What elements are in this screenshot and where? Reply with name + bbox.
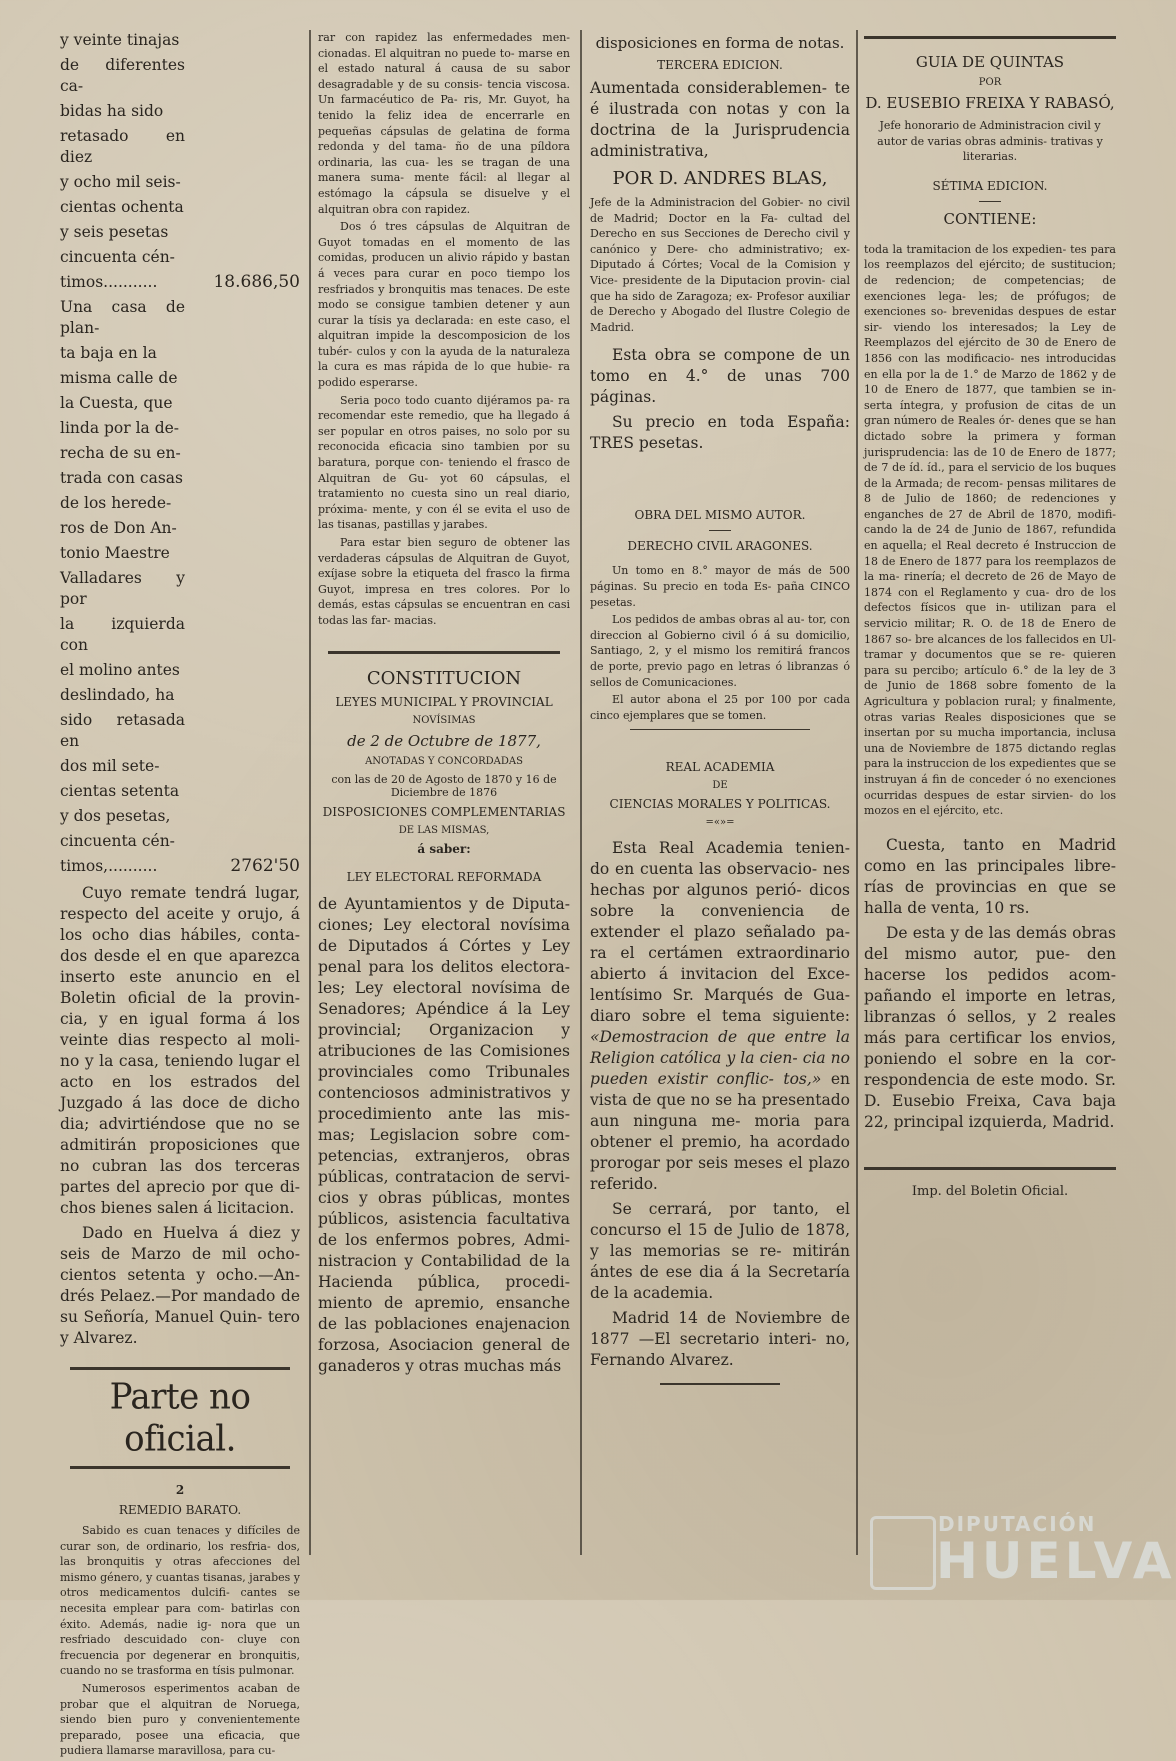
auction-fragment [60,30,300,293]
author-name: POR D. ANDRES BLAS, [612,168,828,189]
notice-text: en vista de que no se ha presentado aun ninguna me- moria para obtener el premio, ha acordado prorogar por seis meses el plazo referido. [590,1070,850,1194]
archive-watermark [870,1510,1176,1595]
section-title: Parte no oficial. [109,1376,251,1460]
section-divider [70,1466,290,1469]
institution-title: DE [712,780,728,792]
amount-row [60,272,300,293]
book-contents: de Ayuntamientos y de Diputa- ciones; Ley electoral novísima de Diputados á Córtes y Ley penal para los delitos electora- les; Ley electoral novísima de Senadores; Apéndice á la Ley provincial; Organizacion y atribuciones de las Comisiones provinciales como Tribunales contenciosos administrativos y procedimiento ante las mis- mas; Legislacion sobre com- petencias, extranjeros, obras públicas, contratacion de servi- cios y obras públicas, montes públicos, asistencia facultativa de los enfermos pobres, Admi- nistracion y Contabilidad de la Hacienda pública, procedi- miento de apremio, ensanche de las poblaciones enajenacion forzosa, Asociacion general de ganaderos y otras muchas más [318,894,570,1375]
section-divider [864,1167,1116,1170]
text-line: misma calle de [60,369,178,387]
text-line: de los herede- [60,494,172,512]
book-price: Cuesta, tanto en Madrid como en las principales libre- rías de provincias en que se halla de venta, 10 rs. [864,835,1116,917]
text-line: y veinte tinajas [60,31,180,49]
text-line: Una casa de plan- [60,298,185,337]
book-price: Su precio en toda España: TRES pesetas. [590,413,850,453]
text-line: bidas ha sido [60,102,164,120]
institution-title: REAL ACADEMIA [665,760,775,775]
amount-value: 18.686,50 [213,272,300,292]
text-line: sido retasada en [60,711,185,750]
column-2 [318,30,570,1381]
ad-title: REMEDIO BARATO. [118,1503,242,1517]
book-subtitle: LEYES MUNICIPAL Y PROVINCIAL [335,694,553,709]
text-line: y ocho mil seis- [60,173,181,191]
watermark-text: HUELVA [936,1532,1176,1590]
book-contents: toda la tramitacion de los expedien- tes para los reemplazos del ejército; de sustitucion; de redencion; de competencias; de exenciones lega- les; de prófugos; de exenciones so- brevenidas despues de estar sir- viendo los interesados; la Ley de Reemplazos del ejército de 30 de Enero de 1856 con las modificacio- nes introducidas en ella por la de 1.° de Marzo de 1862 y de 10 de Enero de 1877, que tambien se in- serta íntegra, y profusion de citas de un gran número de Reales ór- denes que se han dictado sobre la primera y forman jurisprudencia: las de 10 de Enero de 1877; de 7 de íd. íd., para el servicio de los buques de la Armada; de recom- pensas militares de 8 de Julio de 1860; de redenciones y enganches de 27 de Abril de 1870, modifi- cando la de 24 de Junio de 1867, refundida en aquella; el Real decreto é Instruccion de 18 de Enero de 1877 para los reemplazos de la ma- rinería; el decreto de 26 de Mayo de 1874 con el Reglamento y cua- dro de los defectos físicos que in- utilizan para el servicio militar; R. O. de 18 de Enero de 1867 so- bre alcances de los fallecidos en Ul- tramar y documentos que se re- quieren para su percibo; artículo 6.° de la ley de 3 de Junio de 1868 sobre fomento de la Agricultura y poblacion rural; y finalmente, otras varias Reales disposiciones que se insertan por su mucha importancia, inclusa una de Noviembre de 1875 dictando reglas para la instruccion de los expedientes que se instruyan á fin de conceder ó no exenciones ocurridas despues de estar sirvien- do los mozos en el ejército, etc. [864,242,1116,818]
book-date: de 2 de Octubre de 1877, [347,731,541,750]
book-description: Aumentada considerablemen- te é ilustrada con notas y con la doctrina de la Jurisprudencia administrativa, [590,79,850,160]
text-line: trada con casas [60,469,183,487]
institution-title: CIENCIAS MORALES Y POLITICAS. [609,797,831,812]
book-subtitle: á saber: [417,841,471,856]
auction-terms: Cuyo remate tendrá lugar, respecto del aceite y orujo, á los ocho dias hábiles, conta- dos desde el en que aparezca inserto este anuncio en el Boletin oficial de la provin- cia, y en igual forma á los veinte dias respecto al moli- no y la casa, teniendo lugar el acto en los estrados del Juzgado á las doce de dicho dia; advirtiéndose que no se admitirán proposiciones que no cubran las dos terceras partes del aprecio por que di- chos bienes salen á licitacion. [60,884,300,1217]
ad-paragraph: rar con rapidez las enfermedades men- cionadas. El alquitran no puede to- marse en el estado natural á causa de su sabor desagradable y de su consis- tencia viscosa. Un farmacéutico de Pa- ris, Mr. Guyot, ha tenido la feliz idea de encerrarle en pequeñas cápsulas de gelatina de forma redonda y del tama- ño de una píldora ordinaria, las cua- les se tragan de una manera suma- mente fácil: al llegar al estómago la cápsula se disuelve y el alquitran obra con rapidez. [318,31,570,216]
watermark-text: DIPUTACIÓN [938,1512,1097,1536]
column-4 [864,30,1116,1199]
text-line: y seis pesetas [60,223,169,241]
ad-number: 2 [175,1483,185,1497]
book-subtitle: ANOTADAS Y CONCORDADAS [365,755,523,767]
text-line: recha de su en- [60,444,181,462]
ad-paragraph: Seria poco todo cuanto dijéramos pa- ra recomendar este remedio, que ha llegado á ser popular en otros paises, no solo por su reconocida eficacia sino tambien por su baratura, porque con- teniendo el frasco de Alquitran de Gu- yot 60 cápsulas, el tratamiento no cuesta sino un real diario, próxima- mente, y con él se evita el uso de las tisanas, pastillas y jarabes. [318,393,570,532]
signature-block: Dado en Huelva á diez y seis de Marzo de mil ocho- cientos setenta y ocho.—An- drés Pelaez.—Por mandado de su Señoría, Manuel Quin- tero y Alvarez. [60,1224,300,1347]
edition-label: SÉTIMA EDICION. [932,178,1048,193]
amount-row [60,856,300,877]
house-description [60,297,300,877]
book-subtitle: NOVÍSIMAS [412,714,476,726]
text-line: dos mil sete- [60,757,160,775]
text-line: cientas ochenta [60,198,184,216]
text-line: disposiciones en forma de notas. [595,34,845,52]
column-rule [580,30,582,1555]
book-subtitle: con las de 20 de Agosto de 1870 y 16 de Diciembre de 1876 [331,772,557,799]
academy-notice [590,838,850,1195]
discount-info: El autor abona el 25 por 100 por cada cinco ejemplares que se tomen. [590,693,850,722]
ad-paragraph: Sabido es cuan tenaces y difíciles de curar son, de ordinario, los resfria- dos, las bronquitis y otras afecciones del mismo género, y cuantas tisanas, jarabes y otros medicamentos dulcifi- cantes se necesita emplear para com- batirlas con éxito. Además, nadie ig- nora que un resfriado descuidado con- cluye con frecuencia por degenerar en bronquitis, cuando no se trasforma en tísis pulmonar. [60,1524,300,1678]
book-info: Un tomo en 8.° mayor de más de 500 páginas. Su precio en toda Es- paña CINCO pesetas. [590,564,850,609]
text-line: cientas setenta [60,782,180,800]
text-line: tonio Maestre [60,544,170,562]
section-heading: DERECHO CIVIL ARAGONES. [627,539,813,554]
edition-label: TERCERA EDICION. [657,58,783,72]
separator [630,729,810,730]
text-line: Valladares y por [60,569,185,608]
ad-paragraph: Dos ó tres cápsulas de Alquitran de Guyot tomadas en el momento de las comidas, producen un alivio rápido y bastan á veces para curar en poco tiempo los resfriados y bronquitis mas tenaces. De este modo se consigue tambien detener y aun curar la tísis ya declarada: en este caso, el alquitran impide la descomposicion de los tubér- culos y con la ayuda de la naturaleza la cura es mas rápida de lo que hubie- ra podido esperarse. [318,220,570,390]
author-name: D. EUSEBIO FREIXA Y RABASÓ, [865,94,1115,112]
notice-deadline: Se cerrará, por tanto, el concurso el 15 de Julio de 1878, y las memorias se re- mitirán ántes de ese dia á la Secretaría de la academia. [590,1200,850,1303]
by-label: POR [978,77,1002,88]
text-line: deslindado, ha [60,686,175,704]
book-pages: Esta obra se compone de un tomo en 4.° de unas 700 páginas. [590,346,850,407]
notice-signature: Madrid 14 de Noviembre de 1877 —El secretario interi- no, Fernando Alvarez. [590,1309,850,1370]
ornament: =«»= [705,817,735,829]
book-subtitle: DISPOSICIONES COMPLEMENTARIAS [322,804,566,819]
column-rule [856,30,858,1555]
column-rule [309,30,311,1555]
author-credentials: Jefe de la Administracion del Gobier- no civil de Madrid; Doctor en la Fa- cultad del Derecho en sus Secciones de Derecho civil y canónico y Dere- cho administrativo; ex-Diputado á Córtes; Vocal de la Comision y Vice- presidente de la Diputacion provin- cial que ha sido de Zaragoza; ex- Profesor auxiliar de Derecho y Abogado del Ilustre Colegio de Madrid. [590,196,850,334]
section-divider [864,36,1116,39]
text-line: ros de Don An- [60,519,177,537]
separator [979,201,1001,202]
printer-imprint: Imp. del Boletin Oficial. [911,1183,1069,1199]
ad-paragraph: Numerosos esperimentos acaban de probar que el alquitran de Noruega, siendo bien puro y convenientemente preparado, posee una eficacia, que pudiera llamarse maravillosa, para cu- [60,1681,300,1758]
amount-label: timos........... [60,273,158,291]
text-line: linda por la de- [60,419,180,437]
section-divider [328,651,560,654]
section-divider [70,1367,290,1370]
column-3 [590,30,850,1397]
order-info: Los pedidos de ambas obras al au- tor, con direccion al Gobierno civil ó á su domicilio, Santiago, 2, y el mismo los remitirá francos de porte, previo pago en letras ó libranzas ó sellos de Comunicaciones. [590,613,850,689]
text-line: y dos pesetas, [60,807,171,825]
text-line: de diferentes ca- [60,56,185,95]
book-title: GUIA DE QUINTAS [915,53,1065,71]
watermark-logo-icon [870,1516,936,1590]
notice-theme: «Demostracion de que entre la Religion católica y la cien- cia no pueden existir conflic- tos,» [590,1028,850,1089]
text-line: el molino antes [60,661,180,679]
book-title: CONSTITUCION [366,667,522,689]
book-subtitle: DE LAS MISMAS, [398,824,490,836]
column-1 [60,30,300,1761]
ad-paragraph: Para estar bien seguro de obtener las verdaderas cápsulas de Alquitran de Guyot, exíjase sobre la etiqueta del frasco la firma Guyot, impresa en tres colores. Por lo demás, estas cápsulas se encuentran en casi todas las far- macias. [318,536,570,627]
section-heading: OBRA DEL MISMO AUTOR. [634,508,806,523]
separator [709,530,731,531]
text-line: retasado en diez [60,127,185,166]
text-line: la izquierda con [60,615,185,654]
text-line: la Cuesta, que [60,394,173,412]
contents-heading: CONTIENE: [943,209,1037,228]
order-info: De esta y de las demás obras del mismo autor, pue- den hacerse los pedidos acom- pañando el importe en letras, libranzas ó sellos, y 2 reales más para certificar los envios, poniendo el sobre en la cor- respondencia de este modo. Sr. D. Eusebio Freixa, Cava baja 22, principal izquierda, Madrid. [864,923,1116,1131]
text-line: ta baja en la [60,344,157,362]
notice-text: Esta Real Academia tenien- do en cuenta las observacio- nes hechas por algunos perió- dicos sobre la conveniencia de extender el plazo señalado pa- ra el certámen extraordinario abierto á invitacion del Exce- lentísimo Sr. Marqués de Gua- diaro sobre el tema siguiente: [590,839,850,1026]
text-line: cincuenta cén- [60,248,175,266]
separator [660,1383,780,1385]
book-subtitle: LEY ELECTORAL REFORMADA [346,869,542,884]
author-credentials: Jefe honorario de Administracion civil y autor de varias obras adminis- trativas y literarias. [877,119,1103,164]
amount-label: timos,.......... [60,857,158,875]
text-line: cincuenta cén- [60,832,175,850]
amount-value: 2762'50 [230,856,300,876]
